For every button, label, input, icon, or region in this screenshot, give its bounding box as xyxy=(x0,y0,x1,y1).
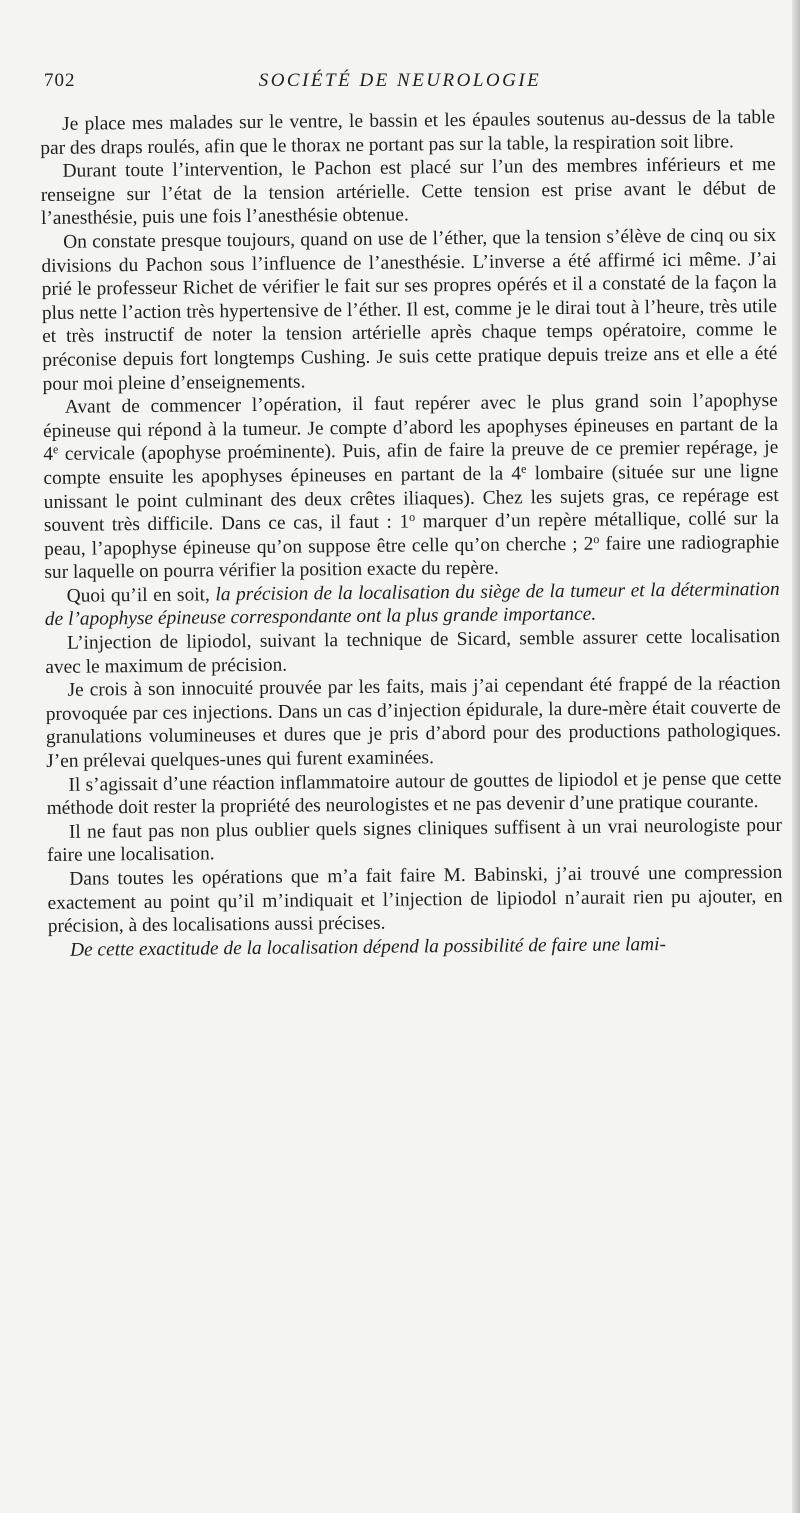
paragraph-localisation-importance xyxy=(45,578,780,632)
paragraph-text: lombaire (située sur une ligne unissant le point culminant des deux crêtes iliaques). Chez les sujets gras, ce repérage est souvent très difficile. Dans ce cas, il faut : 1 xyxy=(43,460,779,537)
paragraph-text: marquer d’un repère métallique, collé sur la peau, l’apophyse épineuse qu’on suppose être celle qu’on cherche ; 2 xyxy=(44,508,780,560)
emphasized-text: De cette exactitude de la localisation dépend la possibilité de faire une lami- xyxy=(69,933,667,961)
emphasized-text: la précision de la localisation du siège de la tumeur et la détermination de l’apophyse épineuse correspondante ont la plus grande importance. xyxy=(44,578,780,631)
superscript: o xyxy=(593,531,600,546)
paragraph-spinous-process-marking xyxy=(43,389,780,585)
paragraph-text: Quoi qu’il en soit, xyxy=(66,584,216,607)
paragraph-patient-position: Je place mes malades sur le ventre, le bassin et les épaules soutenus au-dessus de la table par des draps roulés, afin que le thorax ne portant pas sur la table, la respiration soit libre. xyxy=(40,106,776,159)
paragraph-innocuity: Je crois à son innocuité prouvée par les faits, mais j’ai cependant été frappé de la réaction provoquée par ces injections. Dans un cas d’injection épidurale, la dure-mère était couverte de granulations volumineuses et dures que je pris d’abord pour des productions pathologiques. J’en prélevai quelques-unes qui furent examinées. xyxy=(45,673,782,773)
paragraph-text: cervicale (apophyse proéminente). Puis, afin de faire la preuve de ce premier repérage, je compte ensuite les apophyses épineuses en partant de la 4 xyxy=(43,437,779,489)
paragraph-lipiodol-injection: L’injection de lipiodol, suivant la technique de Sicard, semble assurer cette localisation avec le maximum de précision. xyxy=(45,625,781,678)
paragraph-babinski-operations: Dans toutes les opérations que m’a fait faire M. Babinski, j’ai trouvé une compression exactement au point qu’il m’indiquait et l’injection de lipiodol n’aurait rien pu ajouter, en précision, à des localisations aussi précises. xyxy=(47,861,783,938)
paragraph-ether-tension: On constate presque toujours, quand on use de l’éther, que la tension s’élève de cinq ou six divisions du Pachon sous l’influence de l’anesthésie. L’inverse a été affirmé ici même. J’ai prié le professeur Richet de vérifier le fait sur ses propres opérés et il a constaté de la façon la plus nette l’action très hypertensive de l’éther. Il est, comme je le dirai tout à l’heure, très utile et très instructif de noter la tension artérielle après chaque temps opératoire, comme le préconise depuis fort longtemps Cushing. Je suis cette pratique depuis treize ans et elle a été pour moi pleine d’enseignements. xyxy=(41,224,778,395)
paragraph-inflammatory-reaction: Il s’agissait d’une réaction inflammatoire autour de gouttes de lipiodol et je pense que cette méthode doit rester la propriété des neurologistes et ne pas devenir d’une pratique courante. xyxy=(46,767,782,820)
page-number: 702 xyxy=(44,70,76,91)
superscript: o xyxy=(409,509,416,524)
superscript: e xyxy=(520,461,527,476)
paragraph-clinical-signs: Il ne faut pas non plus oublier quels signes cliniques suffisent à un vrai neurologiste pour faire une localisation. xyxy=(47,814,782,867)
page-spine-edge xyxy=(792,0,800,1513)
running-head: SOCIÉTÉ DE NEUROLOGIE xyxy=(258,70,542,91)
body-text xyxy=(40,106,783,962)
superscript: e xyxy=(52,442,59,457)
paragraph-text: Avant de commencer l’opération, il faut repérer avec le plus grand soin l’apophyse épineuse qui répond à la tumeur. Je compte d’abord les apophyses épineuses en partant de la 4 xyxy=(42,390,779,466)
paragraph-pachon-monitoring: Durant toute l’intervention, le Pachon est placé sur l’un des membres inférieurs et me renseigne sur l’état de la tension artérielle. Cette tension est prise avant le début de l’anesthésie, puis une fois l’anesthésie obtenue. xyxy=(40,154,776,230)
page-header xyxy=(44,70,756,100)
paragraph-text: faire une radiographie sur laquelle on pourra vérifier la position exacte du repère. xyxy=(44,531,780,584)
